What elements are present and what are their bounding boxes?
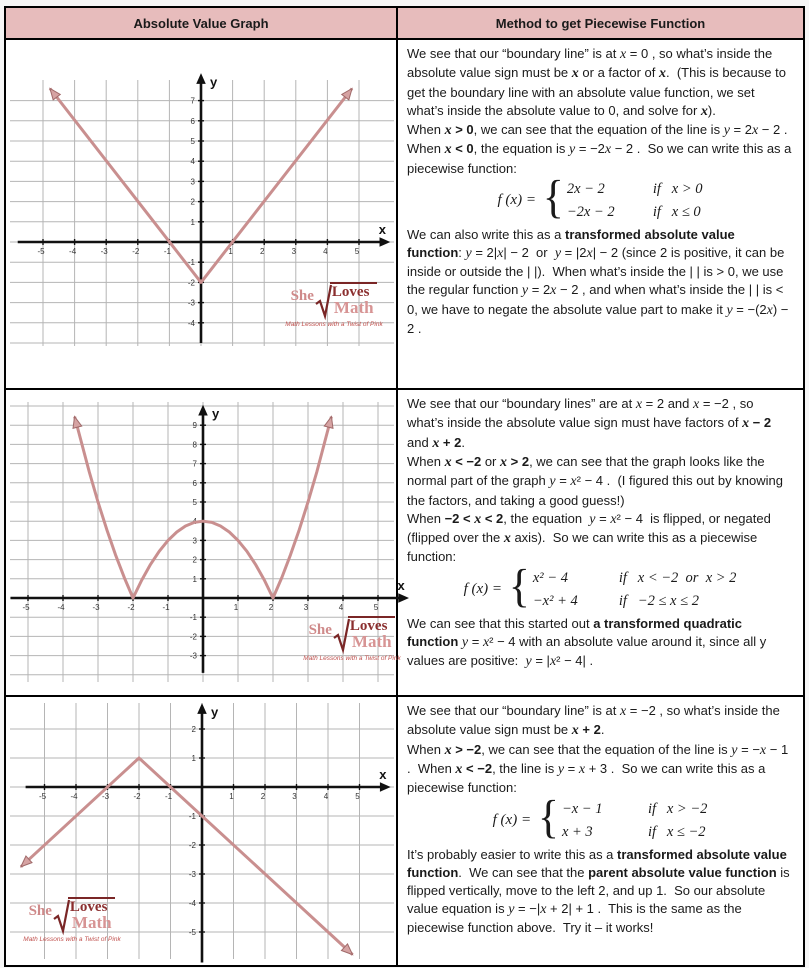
equation-lhs: f (x) = [492, 812, 535, 829]
svg-text:y: y [211, 704, 219, 720]
svg-text:-3: -3 [101, 792, 110, 801]
svg-text:-3: -3 [92, 603, 100, 612]
paragraph: When x > −2, we can see that the equation of the line is y = −x − 1 . When x < −2, the line is y = x + 3 . So we can write this as a piecewise function: [407, 741, 792, 796]
piece-expr: −x − 1 [561, 800, 603, 817]
logo-math-text: Math [333, 298, 374, 318]
header-col-method-label: Method to get Piecewise Function [495, 15, 706, 31]
svg-text:4: 4 [338, 603, 344, 612]
paragraph: We can also write this as a transformed absolute value function: y = 2|x| − 2 or y = |2x| − 2 (since 2 is positive, it can be inside or outside the | |). When what’s inside the | | is > 0, we use the regular function y = 2x − 2 , and when what’s inside the | | is < 0, we have to negate the absolute value part to make it y = −(2x) − 2 . [407, 227, 793, 336]
table-header [6, 8, 803, 40]
logo-math-text: Math [71, 913, 112, 933]
row-flipped-absolute-value [6, 695, 803, 965]
paragraph: We see that our “boundary lines” are at x = 2 and x = −2 , so what’s inside the absolute value sign must have factors of x − 2 and x + 2. [407, 396, 775, 451]
svg-text:4: 4 [190, 157, 195, 167]
paragraph: We see that our “boundary line” is at x = 0 , so what’s inside the absolute value sign must be x or a factor of x. (This is because to get the boundary line with an absolute value function, we set what’s inside the absolute value to 0, and solve for x). [407, 46, 790, 119]
svg-text:3: 3 [190, 177, 195, 187]
paragraph: We can see that this started out a transformed quadratic function y = x² − 4 with an absolute value around it, since all y values are positive: y = |x² − 4| . [407, 615, 770, 669]
svg-text:6: 6 [190, 116, 195, 126]
svg-text:1: 1 [192, 574, 197, 584]
svg-text:-5: -5 [38, 792, 47, 801]
svg-text:2: 2 [268, 603, 274, 612]
logo-loves-text: Loves [330, 282, 378, 301]
method-cell-2 [398, 390, 803, 695]
svg-text:8: 8 [192, 440, 197, 450]
svg-text:-4: -4 [70, 792, 78, 801]
piece-cond: if x > 0 [652, 181, 703, 198]
header-col-graph-label: Absolute Value Graph [133, 15, 269, 31]
svg-text:4: 4 [323, 792, 329, 801]
svg-text:x: x [397, 578, 405, 593]
piece-expr: x² − 4 [532, 569, 568, 586]
header-col-graph [6, 8, 398, 38]
graph-cell-2 [6, 390, 405, 695]
svg-text:-4: -4 [69, 247, 77, 256]
svg-text:3: 3 [192, 536, 197, 546]
svg-text:-4: -4 [57, 603, 65, 612]
header-col-method [398, 8, 803, 38]
svg-text:-1: -1 [189, 613, 197, 623]
svg-text:9: 9 [192, 421, 197, 431]
svg-text:x: x [379, 767, 387, 782]
svg-text:y: y [210, 74, 218, 90]
svg-text:5: 5 [190, 137, 195, 146]
paragraph: It’s probably easier to write this as a transformed absolute value function. We can see that the parent absolute value function is flipped vertically, move to the left 2, and up 1. So our absolute value equation is y = −|x + 2| + 1 . This is the same as the piecewise function above. Try it – it works! [407, 846, 794, 935]
piece-cond: if x ≤ −2 [647, 823, 706, 840]
svg-text:y: y [212, 406, 220, 421]
svg-text:1: 1 [228, 247, 233, 256]
sheloves-math-logo [282, 282, 386, 328]
paragraph: When x < −2 or x > 2, we can see that the graph looks like the normal part of the graph y = x² − 4 . (I figured this out by knowing the factors, and taking a good guess!) [407, 453, 787, 508]
piece-expr: 2x − 2 [566, 181, 605, 198]
svg-text:3: 3 [303, 603, 309, 612]
worksheet-table [4, 6, 805, 967]
svg-text:4: 4 [192, 517, 197, 527]
method-cell-3 [398, 697, 803, 965]
equation-brace: { [508, 560, 530, 613]
svg-text:5: 5 [373, 603, 379, 612]
logo-math-text: Math [351, 632, 392, 652]
svg-text:1: 1 [190, 217, 195, 227]
piece-cond: if −2 ≤ x ≤ 2 [618, 592, 699, 609]
piecewise-equation [407, 172, 793, 224]
svg-text:5: 5 [192, 498, 197, 507]
svg-text:-5: -5 [22, 603, 30, 612]
svg-text:-2: -2 [132, 247, 140, 256]
equation-brace: { [537, 791, 559, 844]
svg-text:-5: -5 [188, 928, 196, 937]
svg-text:-2: -2 [189, 632, 197, 642]
equation-lhs: f (x) = [497, 192, 540, 209]
paragraph: When x > 0, we can see that the equation of the line is y = 2x − 2 . When x < 0, the equation is y = −2x − 2 . So we can write this as a piecewise function: [407, 121, 796, 176]
svg-text:1: 1 [191, 754, 196, 763]
logo-loves-text: Loves [68, 897, 116, 916]
piecewise-equation [407, 791, 793, 844]
svg-text:-2: -2 [187, 278, 195, 288]
svg-text:3: 3 [292, 792, 297, 801]
svg-text:-4: -4 [188, 899, 196, 908]
svg-text:5: 5 [354, 247, 360, 256]
equation-lhs: f (x) = [463, 581, 506, 598]
svg-text:-5: -5 [37, 247, 45, 256]
piece-expr: x + 3 [561, 823, 593, 840]
sheloves-math-logo [300, 616, 404, 662]
svg-text:2: 2 [260, 792, 266, 801]
svg-text:2: 2 [259, 247, 265, 256]
svg-text:-2: -2 [127, 603, 135, 612]
logo-tagline: Math Lessons with a Twist of Pink [303, 655, 401, 662]
method-cell-1 [398, 40, 803, 388]
svg-text:2: 2 [190, 197, 195, 207]
svg-text:-4: -4 [187, 318, 195, 328]
piecewise-equation [407, 560, 793, 613]
svg-text:1: 1 [229, 792, 234, 801]
svg-text:-3: -3 [189, 651, 197, 661]
svg-text:-1: -1 [162, 603, 170, 612]
row-quadratic-absolute-value [6, 388, 803, 695]
piece-cond: if x < −2 or x > 2 [618, 569, 737, 586]
piece-expr: −2x − 2 [566, 204, 615, 221]
piece-expr: −x² + 4 [532, 592, 578, 609]
svg-text:2: 2 [191, 725, 196, 734]
svg-text:-3: -3 [100, 247, 108, 256]
logo-she-text: She [308, 622, 332, 638]
svg-text:-2: -2 [133, 792, 141, 801]
svg-text:-1: -1 [164, 792, 173, 801]
svg-text:-3: -3 [188, 870, 196, 879]
piece-cond: if x > −2 [647, 800, 708, 817]
graph-cell-3 [6, 697, 398, 965]
svg-text:-1: -1 [188, 812, 196, 821]
svg-text:-2: -2 [188, 841, 196, 850]
paragraph: When −2 < x < 2, the equation y = x² − 4 is flipped, or negated (flipped over the x axis). So we can write this as a piecewise function: [407, 510, 775, 565]
logo-she-text: She [290, 288, 314, 304]
piece-cond: if x ≤ 0 [652, 204, 701, 221]
logo-she-text: She [28, 903, 52, 919]
logo-tagline: Math Lessons with a Twist of Pink [285, 321, 383, 328]
paragraph: We see that our “boundary line” is at x = −2 , so what’s inside the absolute value sign must be x + 2. [407, 703, 784, 739]
sheloves-math-logo [20, 897, 124, 943]
svg-text:7: 7 [192, 459, 197, 469]
svg-text:4: 4 [323, 247, 328, 256]
svg-text:1: 1 [233, 603, 239, 612]
graph-cell-1 [6, 40, 398, 388]
logo-loves-text: Loves [348, 616, 396, 635]
svg-text:x: x [378, 222, 387, 237]
svg-text:2: 2 [192, 555, 197, 565]
row-linear-absolute-value [6, 40, 803, 388]
svg-text:7: 7 [190, 96, 195, 106]
equation-brace: { [542, 172, 564, 224]
svg-text:-1: -1 [163, 247, 171, 256]
svg-text:5: 5 [355, 792, 360, 801]
svg-text:-1: -1 [187, 258, 195, 268]
logo-tagline: Math Lessons with a Twist of Pink [23, 936, 121, 943]
svg-text:3: 3 [291, 247, 297, 256]
graph-absolute-value-linear [6, 40, 398, 386]
svg-text:6: 6 [192, 478, 197, 488]
svg-text:-3: -3 [187, 298, 195, 308]
